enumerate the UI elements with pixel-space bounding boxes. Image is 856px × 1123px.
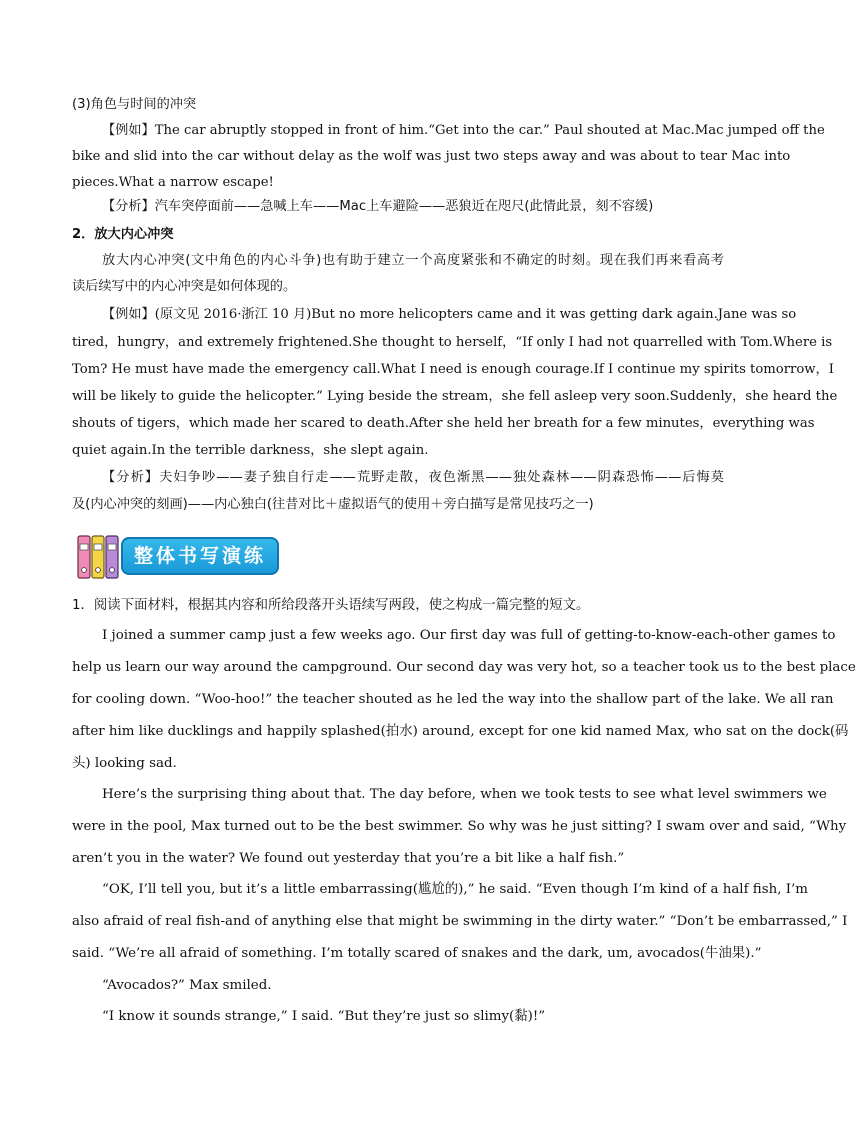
passage-p5: “I know it sounds strange,” I said. “But they’re just so slimy(黏)!”: [102, 1009, 546, 1024]
example-2-line-4: will be likely to guide the helicopter.” Lying beside the stream，she fell asleep very soon.Suddenly，she heard the: [72, 389, 838, 404]
passage-p4: “Avocados?” Max smiled.: [102, 978, 272, 993]
example-2-line-5: shouts of tigers，which made her scared to death.After she held her breath for a few minutes，everything was: [72, 416, 815, 431]
passage-p1-line-1: I joined a summer camp just a few weeks ago. Our first day was full of getting-to-know-each-other games to: [102, 628, 836, 643]
section-banner: [77, 534, 281, 580]
passage-p1-line-2: help us learn our way around the campground. Our second day was very hot, so a teacher took us to the best place: [72, 660, 856, 675]
analysis-1: 【分析】汽车突停面前——急喊上车——Mac上车避险——恶狼近在咫尺(此情此景，刻不容缓): [102, 199, 654, 214]
passage-p1-line-5: 头) looking sad.: [72, 756, 177, 771]
paragraph-2-line-1: 放大内心冲突(文中角色的内心斗争)也有助于建立一个高度紧张和不确定的时刻。现在我们再来看高考: [102, 253, 724, 268]
subheading-2: 2．放大内心冲突: [72, 227, 174, 242]
analysis-2-line-2: 及(内心冲突的刻画)——内心独白(往昔对比＋虚拟语气的使用＋旁白描写是常见技巧之一): [72, 497, 594, 512]
example-2-line-6: quiet again.In the terrible darkness，she slept again.: [72, 443, 429, 458]
example-2-line-1: 【例如】(原文见 2016·浙江 10 月)But no more helicopters came and it was getting dark again.Jane was so: [102, 307, 797, 322]
example-2-line-3: Tom? He must have made the emergency call.What I need is enough courage.If I continue my spirits tomorrow，I: [72, 362, 834, 377]
analysis-2-line-1: 【分析】夫妇争吵——妻子独自行走——荒野走散，夜色渐黑——独处森林——阴森恐怖——后悔莫: [102, 470, 724, 485]
example-1-line-3: pieces.What a narrow escape!: [72, 175, 274, 190]
example-2-line-2: tired，hungry，and extremely frightened.She thought to herself，“If only I had not quarrelled with Tom.Where is: [72, 335, 833, 350]
passage-p3-line-2: also afraid of real fish-and of anything else that might be swimming in the dirty water.” “Don’t be embarrassed,” I: [72, 914, 848, 929]
subheading-3: (3)角色与时间的冲突: [72, 97, 197, 112]
passage-p2-line-2: were in the pool, Max turned out to be the best swimmer. So why was he just sitting? I swam over and said, “Why: [72, 819, 847, 834]
paragraph-2-line-2: 读后续写中的内心冲突是如何体现的。: [72, 279, 297, 294]
example-1-line-2: bike and slid into the car without delay as the wolf was just two steps away and was about to tear Mac into: [72, 149, 791, 164]
passage-p1-line-3: for cooling down. “Woo-hoo!” the teacher shouted as he led the way into the shallow part of the lake. We all ran: [72, 692, 834, 707]
question-1-instruction: 1．阅读下面材料，根据其内容和所给段落开头语续写两段，使之构成一篇完整的短文。: [72, 598, 590, 613]
passage-p3-line-1: “OK, I’ll tell you, but it’s a little embarrassing(尴尬的),” he said. “Even though I’m kind of a half fish, I’m: [102, 882, 808, 897]
binders-icon: [77, 534, 123, 580]
passage-p2-line-3: aren’t you in the water? We found out yesterday that you’re a bit like a half fish.”: [72, 851, 625, 866]
passage-p1-line-4: after him like ducklings and happily splashed(拍水) around, except for one kid named Max, who sat on the dock(码: [72, 724, 849, 739]
banner-title: 整体书写演练: [121, 537, 279, 575]
passage-p3-line-3: said. “We’re all afraid of something. I’m totally scared of snakes and the dark, um, avocados(牛油果).”: [72, 946, 762, 961]
passage-p2-line-1: Here’s the surprising thing about that. The day before, when we took tests to see what level swimmers we: [102, 787, 827, 802]
example-1-line-1: 【例如】The car abruptly stopped in front of him.“Get into the car.” Paul shouted at Mac.Mac jumped off the: [102, 123, 825, 138]
